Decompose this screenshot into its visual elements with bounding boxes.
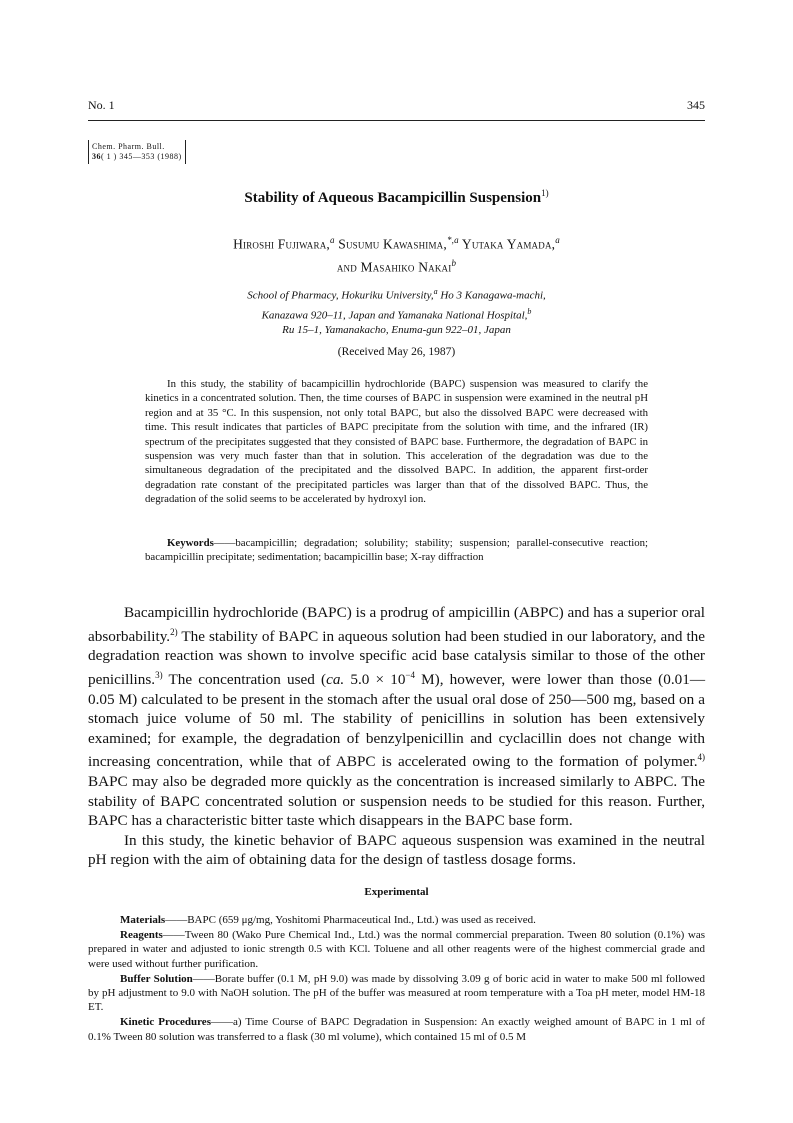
experimental-paragraph (88, 928, 705, 971)
affiliation-mark: *,a (446, 235, 459, 245)
author-name: Yutaka Yamada, (461, 236, 556, 252)
affiliation-text: Kanazawa 920–11, Japan and Yamanaka National Hospital, (261, 309, 528, 322)
affiliation-line (88, 284, 705, 304)
text-run: Bacampicillin hydrochloride (BAPC) is a prodrug of ampicillin (ABPC) and has a superior oral absorbability. (88, 604, 705, 645)
keywords-text: ——bacampicillin; degradation; solubility; stability; suspension; parallel-consecutive reaction; bacampicillin precipitate; sedimentation; bacampicillin base; X-ray diffraction (145, 537, 648, 564)
page-number: 345 (687, 98, 705, 112)
volume-line (92, 152, 182, 162)
text-run: M), however, were lower than those (0.01—0.05 M) calculated to be present in the stomach after the usual oral dose of 250—500 mg, based on a stomach juice volume of 50 ml. The stability of penicillins in solution has been extensively examined; for example, the degradation of benzylpenicillin and cyclacillin does not change with increasing concentration, while that of ABPC is accelerated owing to the formation of polymer. (88, 670, 706, 771)
text-run: The stability of BAPC in aqueous solution had been studied in our laboratory, and the degradation reaction was shown to involve specific acid base catalysis similar to those of the other penicillins. (88, 627, 705, 688)
text-run: The concentration used ( (162, 670, 327, 688)
run-in-heading: Reagents (120, 929, 163, 942)
experimental-paragraph (88, 1015, 705, 1043)
text-run: ——Tween 80 (Wako Pure Chemical Ind., Ltd.) was the normal commercial preparation. Tween 80 solution (0.1%) was prepared in water and adjusted to ionic strength 0.5 with KCl. Toluene and all other reagents were of the highest commercial grade and were used without further purification. (88, 929, 705, 970)
abstract: In this study, the stability of bacampicillin hydrochloride (BAPC) suspension was measured to clarify the kinetics in a concentrated solution. Then, the time courses of BAPC in suspension were examined in the neutral pH region and at 35 °C. In this suspension, not only total BAPC, but also the dissolved BAPC were decreased with time. This result indicates that particles of BAPC precipitate from the solution with time, and the infrared (IR) spectrum of the precipitates suggested that they consisted of BAPC base. Furthermore, the degradation of BAPC in suspension was very much faster than that in solution. This acceleration of the degradation was due to the simultaneous degradation of the precipitated and the dissolved BAPC. In addition, the apparent first-order degradation rate constant of the precipitated particles was larger than that of the dissolved BAPC. Thus, the degradation of the solid seems to be accelerated by hydroxyl ion. (145, 378, 648, 506)
affiliation-text: Ho 3 Kanagawa-machi, (437, 289, 546, 302)
text-run: ——BAPC (659 μg/mg, Yoshitomi Pharmaceutical Ind., Ltd.) was used as received. (165, 914, 536, 926)
reference-mark: 3) (155, 669, 163, 680)
affiliation-line: Ru 15–1, Yamanakacho, Enuma-gun 922–01, Japan (282, 324, 511, 337)
affiliation-line (88, 304, 705, 324)
run-in-heading: Kinetic Procedures (120, 1016, 211, 1029)
author-list (88, 231, 705, 276)
paper-title (88, 188, 705, 207)
text-run: ca. (326, 670, 345, 688)
author-name: Hiroshi Fujiwara, (233, 236, 330, 252)
section-heading: Experimental (364, 886, 429, 898)
title-footnote-mark: 1) (541, 188, 549, 198)
exponent: −4 (405, 669, 415, 680)
text-run: BAPC may also be degraded more quickly as the concentration is increased similarly to ABPC. The stability of BAPC concentrated solution or suspension needs to be studied for this reason. Further, BAPC has a characteristic bitter taste which disappears in the BAPC base form. (88, 772, 705, 830)
experimental-paragraph (88, 972, 705, 1015)
run-in-heading: Buffer Solution (120, 972, 193, 985)
keywords-label: Keywords (167, 537, 214, 549)
affiliation-mark: a (329, 235, 335, 245)
author-line-1 (88, 231, 705, 254)
journal-citation (88, 140, 186, 164)
journal-name: Chem. Pharm. Bull. (92, 142, 165, 151)
reference-mark: 4) (697, 752, 705, 763)
affiliation-mark: a (555, 235, 560, 245)
text-run: 5.0 × 10 (344, 670, 406, 688)
author-name: Susumu Kawashima, (338, 236, 447, 252)
affiliation-mark: b (527, 306, 532, 316)
affiliation-mark: a (433, 287, 438, 296)
author-name: and Masahiko Nakai (336, 259, 452, 274)
title-text: Stability of Aqueous Bacampicillin Suspension (244, 190, 542, 206)
header-rule (88, 120, 705, 121)
run-in-heading: Materials (120, 914, 166, 926)
volume-number: 36 (92, 152, 101, 161)
experimental-section (88, 913, 705, 1045)
affiliation-text: School of Pharmacy, Hokuriku University, (247, 289, 434, 302)
issue-number: No. 1 (88, 98, 115, 112)
body-paragraph: In this study, the kinetic behavior of BAPC aqueous suspension was examined in the neutral pH region with the aim of obtaining data for the design of tastless dosage forms. (88, 831, 705, 869)
introduction (88, 603, 705, 870)
body-paragraph (88, 603, 705, 831)
running-head (88, 98, 705, 114)
reference-mark: 2) (170, 626, 178, 637)
affiliations (88, 284, 705, 338)
experimental-paragraph (88, 913, 705, 927)
text-run: ——Borate buffer (0.1 M, pH 9.0) was made by dissolving 3.09 g of boric acid in water to make 500 ml followed by pH adjustment to 9.0 with NaOH solution. The pH of the buffer was measured at room temperature with a Toa pH meter, model HM-18 ET. (88, 972, 705, 1014)
author-line-2 (88, 254, 705, 277)
affiliation-mark: b (451, 257, 457, 268)
issue-pages: ( 1 ) 345—353 (1988) (101, 152, 182, 161)
received-date: (Received May 26, 1987) (337, 346, 456, 358)
keywords (145, 536, 648, 565)
text-run: ——a) Time Course of BAPC Degradation in Suspension: An exactly weighed amount of BAPC in 1 ml of 0.1% Tween 80 solution was transferred to a flask (30 ml volume), which contained 15 ml of 0.5 M (88, 1016, 706, 1043)
